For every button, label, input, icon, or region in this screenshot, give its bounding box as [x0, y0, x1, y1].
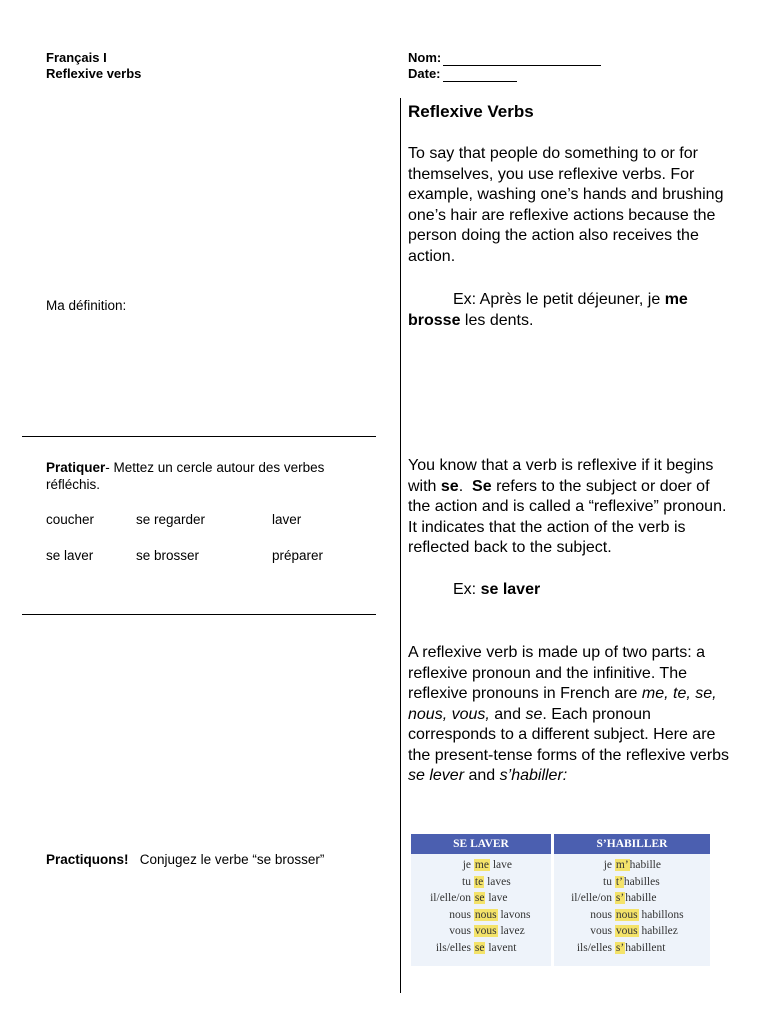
subject: tu — [462, 875, 471, 888]
table-row — [554, 923, 710, 940]
pratiquer-text: - Mettez un cercle autour des verbes réfléchis. — [46, 460, 325, 492]
se-paragraph — [408, 456, 730, 559]
name-label: Nom: — [408, 50, 442, 65]
date-field — [408, 66, 517, 82]
pronoun: te — [474, 875, 484, 888]
table-row — [554, 940, 710, 957]
verb-option: préparer — [272, 548, 324, 563]
example-bold: me brosse — [408, 291, 688, 329]
pronoun: m’ — [615, 859, 629, 871]
column-divider — [400, 98, 401, 993]
table-row — [554, 890, 710, 907]
practiquons-instruction — [46, 851, 324, 868]
verb-form: habillons — [641, 908, 684, 921]
verb-option: se brosser — [136, 548, 200, 563]
se-example-label: Ex: — [453, 581, 477, 598]
subject: je — [603, 859, 612, 871]
se-bold-2: Se — [472, 477, 492, 495]
pronoun: nous — [474, 908, 497, 921]
date-blank — [443, 68, 517, 82]
subject: il/elle/on — [430, 892, 471, 904]
table-title: S’HABILLER — [554, 834, 710, 854]
name-field — [408, 50, 601, 66]
section-divider-2 — [22, 614, 376, 615]
parts-text-3: . Each pronoun corresponds to a different subject. Here are the present-tense forms of the reflexive verbs — [408, 705, 730, 764]
subject: ils/elles — [435, 941, 471, 954]
topic-title: Reflexive verbs — [46, 66, 142, 81]
section-divider-1 — [22, 436, 376, 437]
parts-text-4: and — [468, 767, 496, 784]
pratiquer-instruction — [46, 459, 366, 493]
name-blank — [443, 52, 601, 66]
table-row — [411, 923, 551, 940]
table-row — [554, 857, 710, 874]
table-row — [411, 940, 551, 957]
table-row — [554, 874, 710, 891]
verb-form: lavez — [500, 925, 525, 937]
subject: vous — [590, 925, 612, 937]
se-text-3: refers to the subject or doer of the action and is called a “reflexive” pronoun. It indicates that the action of the verb is reflected back to the subject. — [408, 477, 727, 556]
verb-option: coucher — [46, 512, 95, 527]
conjugation-table-se-laver — [411, 834, 551, 966]
pratiquer-label: Pratiquer — [46, 460, 106, 475]
parts-italic-3: se lever — [408, 767, 465, 784]
parts-paragraph — [408, 643, 730, 787]
se-bold-1: se — [440, 477, 459, 495]
verb-form: laves — [487, 875, 511, 888]
practiquons-label: Practiquons! — [46, 852, 129, 867]
pronoun: se — [474, 892, 485, 904]
pronoun: vous — [615, 925, 638, 937]
conjugation-table-s-habiller — [554, 834, 710, 966]
table-title: SE LAVER — [411, 834, 551, 854]
pronoun: s’ — [615, 892, 625, 904]
intro-example — [408, 290, 733, 331]
verb-form: habilles — [623, 875, 660, 888]
subject: ils/elles — [576, 941, 612, 954]
subject: vous — [449, 925, 471, 937]
pronoun: me — [474, 859, 489, 871]
table-row — [411, 907, 551, 924]
date-label: Date: — [408, 66, 441, 81]
se-example — [408, 580, 733, 601]
course-title: Français I — [46, 50, 107, 65]
pronoun: s’ — [615, 941, 625, 954]
subject: je — [462, 859, 471, 871]
verb-form: habillez — [641, 925, 678, 937]
parts-italic-4: s’habiller: — [499, 767, 568, 784]
practiquons-text: Conjugez le verbe “se brosser” — [139, 852, 325, 867]
table-row — [411, 890, 551, 907]
table-row — [554, 907, 710, 924]
parts-italic-1: me, te, se, nous, vous, — [408, 685, 717, 723]
verb-option: se laver — [46, 548, 94, 563]
pronoun: se — [474, 941, 485, 954]
verb-form: habille — [629, 859, 661, 871]
parts-italic-2: se — [525, 705, 543, 723]
verb-option: se regarder — [136, 512, 206, 527]
verb-form: habille — [625, 892, 657, 904]
pronoun: nous — [615, 908, 638, 921]
parts-text-2: and — [494, 705, 521, 723]
verb-option: laver — [272, 512, 302, 527]
subject: nous — [449, 908, 471, 921]
table-row — [411, 874, 551, 891]
verb-form: lave — [488, 892, 508, 904]
intro-paragraph: To say that people do something to or for themselves, you use reflexive verbs. For example, washing one’s hands and brushing one’s hair are reflexive actions because the person doing the action also receives the action. — [408, 145, 724, 265]
subject: tu — [603, 875, 612, 888]
subject: nous — [590, 908, 612, 921]
se-text-2: . — [458, 477, 464, 495]
pronoun: vous — [474, 925, 497, 937]
verb-form: habillent — [625, 941, 666, 954]
parts-text-1: A reflexive verb is made up of two parts: a reflexive pronoun and the infinitive. The reflexive pronouns in French are — [408, 644, 706, 702]
se-text-1: You know that a verb is reflexive if it begins with — [408, 457, 714, 495]
example-suffix: les dents. — [464, 311, 534, 329]
section-title: Reflexive Verbs — [408, 102, 534, 121]
pronoun: t’ — [615, 875, 623, 888]
example-prefix: Ex: Après le petit déjeuner, je — [453, 291, 661, 308]
subject: il/elle/on — [571, 892, 612, 904]
verb-form: lavons — [500, 908, 531, 921]
se-example-value: se laver — [480, 581, 541, 598]
table-row — [411, 857, 551, 874]
verb-form: lavent — [488, 941, 517, 954]
definition-label: Ma définition: — [46, 298, 127, 313]
verb-form: lave — [492, 859, 512, 871]
